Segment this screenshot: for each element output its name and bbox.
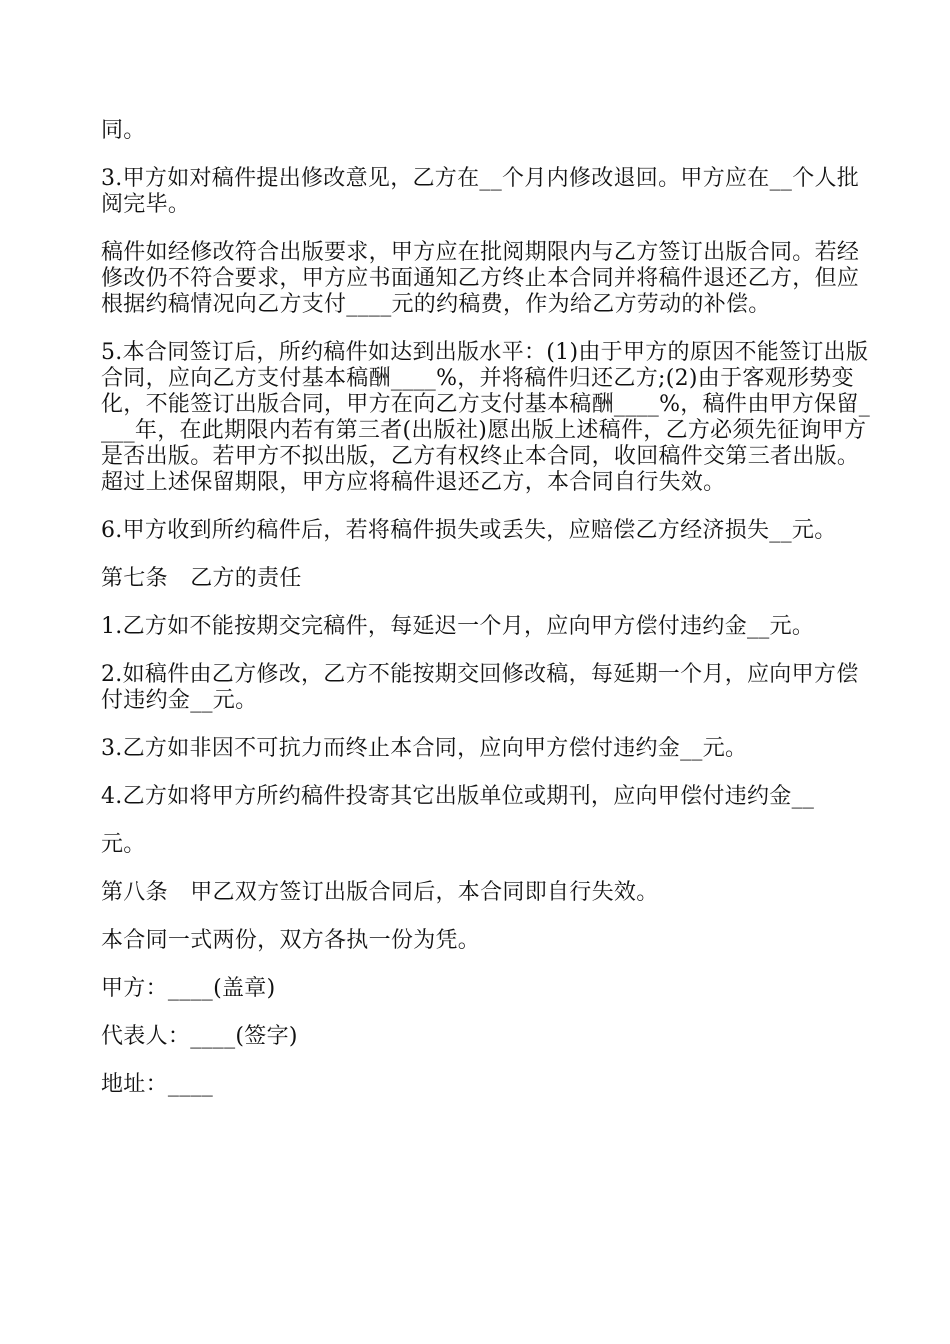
paragraph-continuation: 同。: [101, 118, 146, 143]
article-8: 第八条 甲乙双方签订出版合同后，本合同即自行失效。: [101, 880, 659, 905]
clause-6-6: 6.甲方收到所约稿件后，若将稿件损失或丢失，应赔偿乙方经济损失__元。: [101, 518, 837, 543]
party-a-seal-line: 甲方：____(盖章): [101, 976, 276, 1001]
clause-6-4: 稿件如经修改符合出版要求，甲方应在批阅期限内与乙方签订出版合同。若经修改仍不符合要求，甲方应书面通知乙方终止本合同并将稿件退还乙方，但应根据约稿情况向乙方支付____元的约稿费，作为给乙方劳动的补偿。: [101, 240, 860, 317]
clause-6-5: 5.本合同签订后，所约稿件如达到出版水平：(1)由于甲方的原因不能签订出版合同，应向乙方支付基本稿酬____%，并将稿件归还乙方;(2)由于客观形势变化，不能签订出版合同，甲方在向乙方支付基本稿酬____%，稿件由甲方保留____年，在此期限内若有第三者(出版社)愿出版上述稿件，乙方必须先征询甲方是否出版。若甲方不拟出版，乙方有权终止本合同，收回稿件交第三者出版。超过上述保留期限，甲方应将稿件退还乙方，本合同自行失效。: [101, 340, 871, 495]
clause-7-4: 4.乙方如将甲方所约稿件投寄其它出版单位或期刊，应向甲偿付违约金__: [101, 784, 815, 809]
representative-signature-line: 代表人：____(签字): [101, 1024, 298, 1049]
address-line: 地址：____: [101, 1072, 214, 1097]
article-7-heading: 第七条 乙方的责任: [101, 566, 302, 591]
clause-6-3: 3.甲方如对稿件提出修改意见，乙方在__个月内修改退回。甲方应在__个人批阅完毕。: [101, 166, 860, 217]
clause-7-4-tail: 元。: [101, 832, 146, 857]
clause-7-1: 1.乙方如不能按期交完稿件，每延迟一个月，应向甲方偿付违约金__元。: [101, 614, 815, 639]
copies-statement: 本合同一式两份，双方各执一份为凭。: [101, 928, 481, 953]
clause-7-2: 2.如稿件由乙方修改，乙方不能按期交回修改稿，每延期一个月，应向甲方偿付违约金__元。: [101, 662, 859, 713]
clause-7-3: 3.乙方如非因不可抗力而终止本合同，应向甲方偿付违约金__元。: [101, 736, 748, 761]
document-page: [101, 118, 871, 1120]
